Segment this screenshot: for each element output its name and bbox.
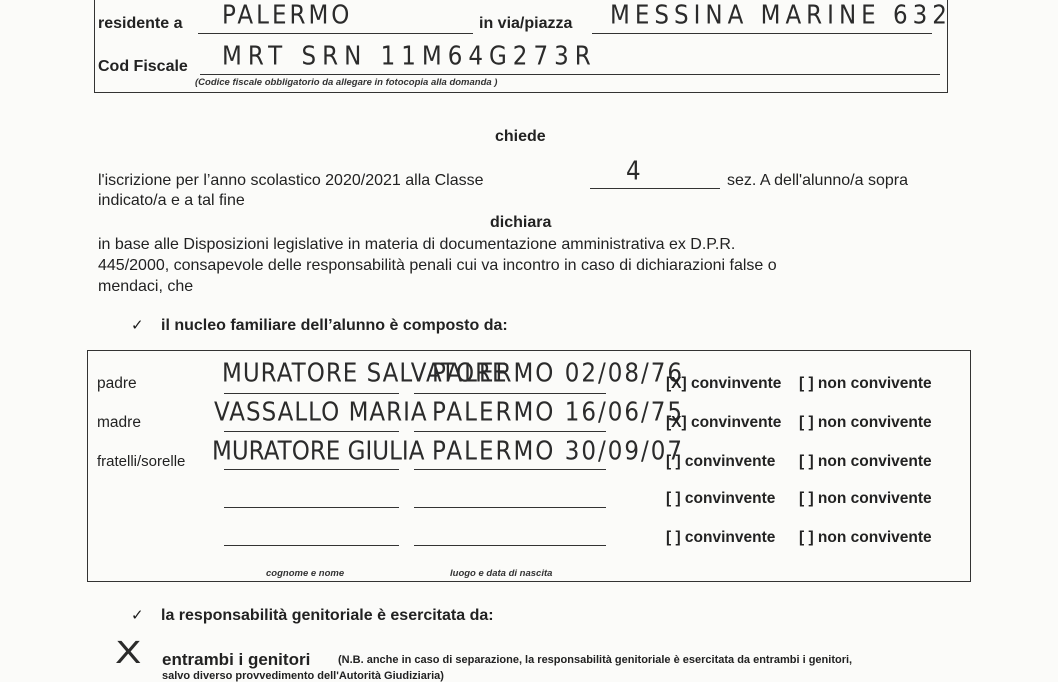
row-birth-line[interactable] <box>414 507 606 508</box>
row-birth-line[interactable] <box>414 545 606 546</box>
resident-line <box>198 33 473 34</box>
declaration-line-3: mendaci, che <box>98 278 194 295</box>
row-birth-line <box>414 393 606 394</box>
cohabiting-checkbox[interactable]: [ ] convinvente <box>666 453 776 470</box>
street-line <box>592 33 932 34</box>
dichiara-heading: dichiara <box>490 214 552 231</box>
checkmark-icon: ✓ <box>131 607 144 624</box>
non-cohabiting-checkbox[interactable]: [ ] non convivente <box>799 414 932 431</box>
street-label: in via/piazza <box>479 15 573 32</box>
cohabiting-checkbox[interactable]: [ ] convinvente <box>666 490 776 507</box>
class-value[interactable]: 4 <box>626 156 644 186</box>
both-parents-note-2: salvo diverso provvedimento dell'Autorità Giudiziaria) <box>162 670 444 682</box>
non-cohabiting-checkbox[interactable]: [ ] non convivente <box>799 529 932 546</box>
row-role-siblings: fratelli/sorelle <box>97 453 186 470</box>
non-cohabiting-checkbox[interactable]: [ ] non convivente <box>799 453 932 470</box>
non-cohabiting-checkbox[interactable]: [ ] non convivente <box>799 490 932 507</box>
row-birth-madre[interactable]: PALERMO 16/06/75 <box>432 397 685 427</box>
cohabiting-checkbox[interactable]: [X] convinvente <box>666 375 782 392</box>
declaration-line-2: 445/2000, consapevole delle responsabilità penali cui va incontro in caso di dichiarazioni false o <box>98 257 777 274</box>
surname-name-caption: cognome e nome <box>266 568 345 579</box>
row-role-padre: padre <box>97 375 137 392</box>
row-birth-sibling[interactable]: PALERMO 30/09/07 <box>432 436 685 466</box>
non-cohabiting-checkbox[interactable]: [ ] non convivente <box>799 375 932 392</box>
declaration-line-1: in base alle Disposizioni legislative in materia di documentazione amministrativa ex D.P.R. <box>98 236 736 253</box>
both-parents-note: (N.B. anche in caso di separazione, la responsabilità genitoriale è esercitata da entrambi i genitori, <box>338 654 853 666</box>
both-parents-mark[interactable]: X <box>114 636 142 671</box>
row-name-sibling[interactable]: MURATORE GIULIA <box>212 436 425 466</box>
row-name-line[interactable] <box>224 507 399 508</box>
cohabiting-checkbox[interactable]: [X] convinvente <box>666 414 782 431</box>
row-name-line <box>224 393 399 394</box>
resident-value[interactable]: PALERMO <box>222 0 353 30</box>
fiscal-code-value[interactable]: MRT SRN 11M64G273R <box>222 41 597 71</box>
row-role-madre: madre <box>97 414 141 431</box>
enroll-suffix: sez. A dell'alunno/a sopra <box>727 172 908 189</box>
resident-label: residente a <box>98 15 183 32</box>
row-name-line <box>224 469 399 470</box>
responsibility-intro: la responsabilità genitoriale è esercitata da: <box>161 607 494 624</box>
fiscal-code-label: Cod Fiscale <box>98 58 188 75</box>
enroll-line-2: indicato/a e a tal fine <box>98 192 245 209</box>
row-name-line <box>224 431 399 432</box>
checkmark-icon: ✓ <box>131 317 144 334</box>
row-birth-padre[interactable]: PALERMO 02/08/76 <box>432 358 685 388</box>
birth-caption: luogo e data di nascita <box>450 568 553 579</box>
fiscal-code-line <box>200 74 940 75</box>
street-value[interactable]: MESSINA MARINE 632 <box>610 0 952 30</box>
fiscal-code-note: (Codice fiscale obbligatorio da allegare in fotocopia alla domanda ) <box>195 77 498 88</box>
chiede-heading: chiede <box>495 128 546 145</box>
cohabiting-checkbox[interactable]: [ ] convinvente <box>666 529 776 546</box>
row-birth-line <box>414 431 606 432</box>
row-birth-line <box>414 469 606 470</box>
class-line <box>590 188 720 189</box>
row-name-line[interactable] <box>224 545 399 546</box>
both-parents-label: entrambi i genitori <box>162 650 311 669</box>
row-name-madre[interactable]: VASSALLO MARIA <box>214 397 428 427</box>
family-intro: il nucleo familiare dell’alunno è composto da: <box>161 317 508 334</box>
enroll-prefix: l'iscrizione per l’anno scolastico 2020/2021 alla Classe <box>98 172 484 189</box>
row-name-padre[interactable]: MURATORE SALVATORE <box>222 358 508 388</box>
